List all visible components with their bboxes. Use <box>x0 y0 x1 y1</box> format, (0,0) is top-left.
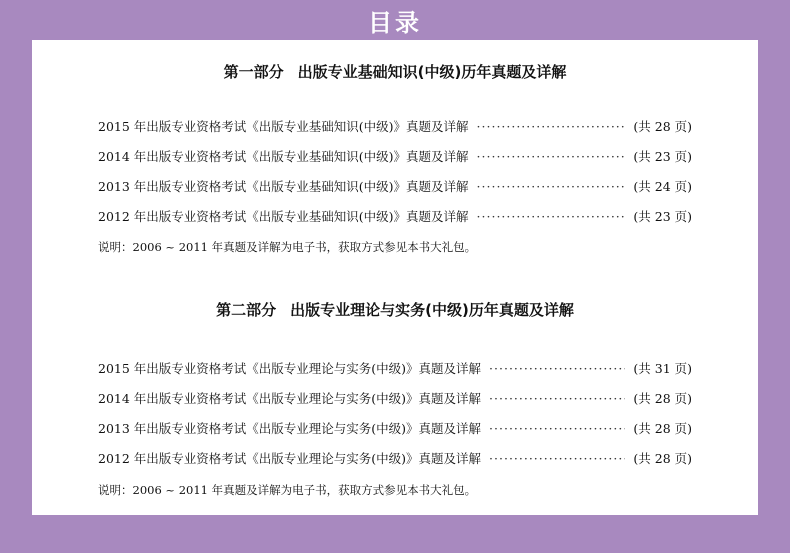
entry-title: 2014 年出版专业资格考试《出版专业基础知识(中级)》真题及详解 <box>98 149 469 164</box>
toc-entry[interactable] <box>98 146 692 166</box>
section-title: 出版专业理论与实务(中级)历年真题及详解 <box>290 301 574 319</box>
leader-dots <box>489 391 625 406</box>
entry-pages: (共 28 页) <box>633 421 692 436</box>
section-heading-part-2 <box>32 299 758 320</box>
leader-dots <box>477 119 626 134</box>
leader-dots <box>477 179 626 194</box>
entry-pages: (共 28 页) <box>633 119 692 134</box>
section-note: 说明：2006 ~ 2011 年真题及详解为电子书，获取方式参见本书大礼包。 <box>98 240 477 254</box>
toc-entry[interactable] <box>98 388 692 408</box>
toc-entry[interactable] <box>98 176 692 196</box>
entry-title: 2015 年出版专业资格考试《出版专业基础知识(中级)》真题及详解 <box>98 119 469 134</box>
leader-dots <box>489 421 625 436</box>
section-note: 说明：2006 ~ 2011 年真题及详解为电子书，获取方式参见本书大礼包。 <box>98 483 477 497</box>
toc-entry[interactable] <box>98 448 692 468</box>
leader-dots <box>489 361 625 376</box>
section-title: 出版专业基础知识(中级)历年真题及详解 <box>297 63 567 81</box>
leader-dots <box>477 209 626 224</box>
toc-entry[interactable] <box>98 358 692 378</box>
entry-pages: (共 28 页) <box>633 391 692 406</box>
entry-pages: (共 23 页) <box>633 209 692 224</box>
entry-title: 2015 年出版专业资格考试《出版专业理论与实务(中级)》真题及详解 <box>98 361 482 376</box>
toc-entry[interactable] <box>98 206 692 226</box>
section-heading-part-1 <box>32 61 758 82</box>
entry-title: 2012 年出版专业资格考试《出版专业基础知识(中级)》真题及详解 <box>98 209 469 224</box>
leader-dots <box>489 451 625 466</box>
section-part-label: 第一部分 <box>223 63 284 81</box>
section-part-label: 第二部分 <box>216 301 277 319</box>
entry-pages: (共 31 页) <box>633 361 692 376</box>
entry-title: 2012 年出版专业资格考试《出版专业理论与实务(中级)》真题及详解 <box>98 451 482 466</box>
page-title: 目录 <box>368 8 422 37</box>
entry-pages: (共 24 页) <box>633 179 692 194</box>
entry-title: 2013 年出版专业资格考试《出版专业基础知识(中级)》真题及详解 <box>98 179 469 194</box>
entry-title: 2014 年出版专业资格考试《出版专业理论与实务(中级)》真题及详解 <box>98 391 482 406</box>
toc-entry[interactable] <box>98 116 692 136</box>
entry-pages: (共 28 页) <box>633 451 692 466</box>
toc-entry[interactable] <box>98 418 692 438</box>
entry-pages: (共 23 页) <box>633 149 692 164</box>
entry-title: 2013 年出版专业资格考试《出版专业理论与实务(中级)》真题及详解 <box>98 421 482 436</box>
title-bar <box>0 0 790 40</box>
toc-panel <box>32 40 758 515</box>
leader-dots <box>477 149 626 164</box>
